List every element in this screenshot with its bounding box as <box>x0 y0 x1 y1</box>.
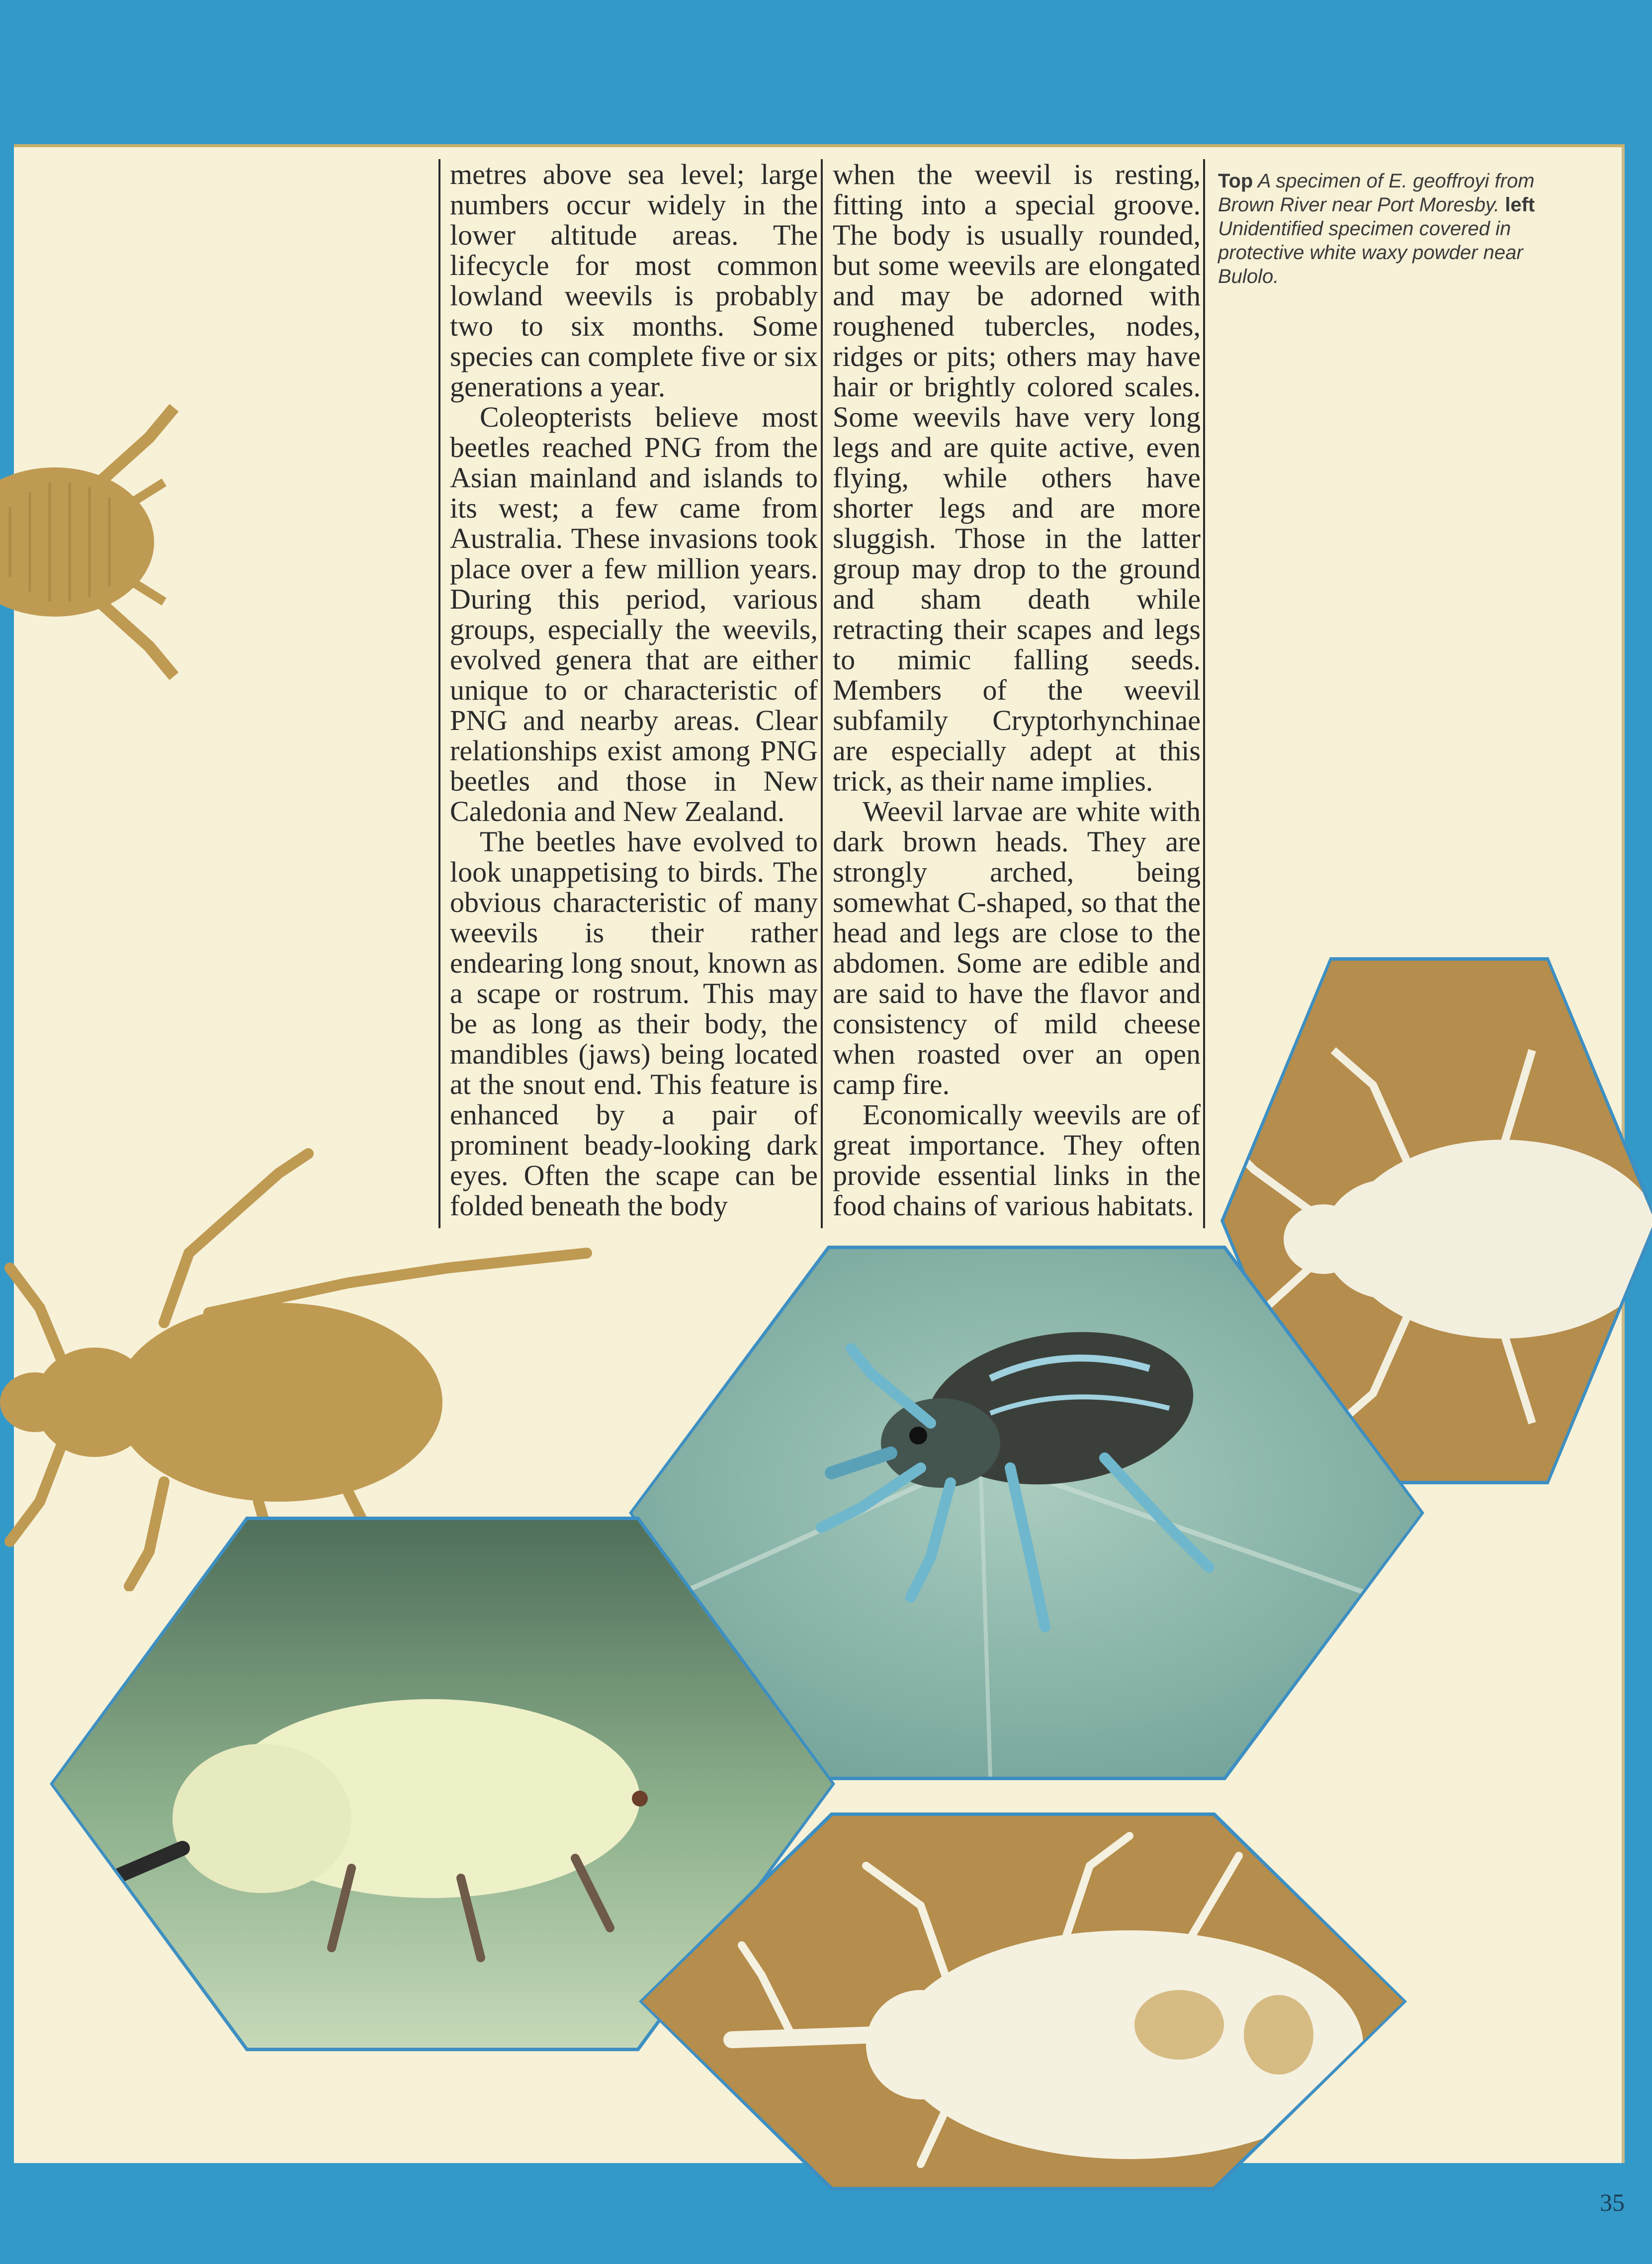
column-rule-left <box>438 159 440 1228</box>
body-paragraph: when the weevil is resting, fitting into a special groove. The body is usually rounded, but some weevils are elongated and may be adorned with roughened tubercles, nodes, ridges or pits; others may have hair or brightly colored scales. Some weevils have very long legs and are quite active, even flying, while others have shorter legs and are more sluggish. Those in the latter group may drop to the ground and sham death while retracting their scapes and legs to mimic falling seeds. Members of the weevil subfamily Cryptorhynchinae are especially adept at this trick, as their name implies. <box>833 158 1201 797</box>
caption-left-text: Unidentified specimen covered in protective white waxy powder near Bulolo. <box>1218 218 1523 287</box>
column-rule-middle <box>821 159 823 1228</box>
caption-left-label: left <box>1505 194 1535 216</box>
top-rule <box>14 144 1625 147</box>
text-column-2 <box>833 159 1201 1221</box>
body-paragraph: Coleopterists believe most beetles reached PNG from the Asian mainland and islands to its west; a few came from Australia. These invasions took place over a few million years. During this period, various groups, especially the weevils, evolved genera that are either unique to or characteristic of PNG and nearby areas. Clear relationships exist among PNG beetles and those in New Caledonia and New Zealand. <box>450 401 818 827</box>
beetle-illustration-top-left <box>0 378 209 696</box>
body-paragraph: Economically weevils are of great importance. They often provide essential links in the food chains of various habitats. <box>833 1098 1201 1222</box>
body-paragraph: Weevil larvae are white with dark brown heads. They are strongly arched, being somewhat C-shaped, so that the head and legs are close to the abdomen. Some are edible and are said to have the flavor and consistency of mild cheese when roasted over an open camp fire. <box>833 795 1201 1100</box>
column-rule-right <box>1203 159 1205 1228</box>
page-number: 35 <box>1600 2188 1625 2216</box>
body-paragraph: metres above sea level; large numbers occur widely in the lower altitude areas. The lifecycle for most common lowland weevils is probably two to six months. Some species can complete five or six generations a year. <box>450 158 818 403</box>
caption-top-label: Top <box>1218 170 1253 192</box>
text-column-1 <box>450 159 818 1221</box>
body-paragraph: The beetles have evolved to look unappetising to birds. The obvious characteristic of many weevils is their rather endearing long snout, known as a scape or rostrum. This may be as long as their body, the mandibles (jaws) being located at the snout end. This feature is enhanced by a pair of prominent beady-looking dark eyes. Often the scape can be folded beneath the body <box>450 825 818 1222</box>
caption-top-text: A specimen of E. geoffroyi from Brown River near Port Moresby. <box>1218 170 1535 216</box>
photo-caption <box>1218 169 1576 288</box>
